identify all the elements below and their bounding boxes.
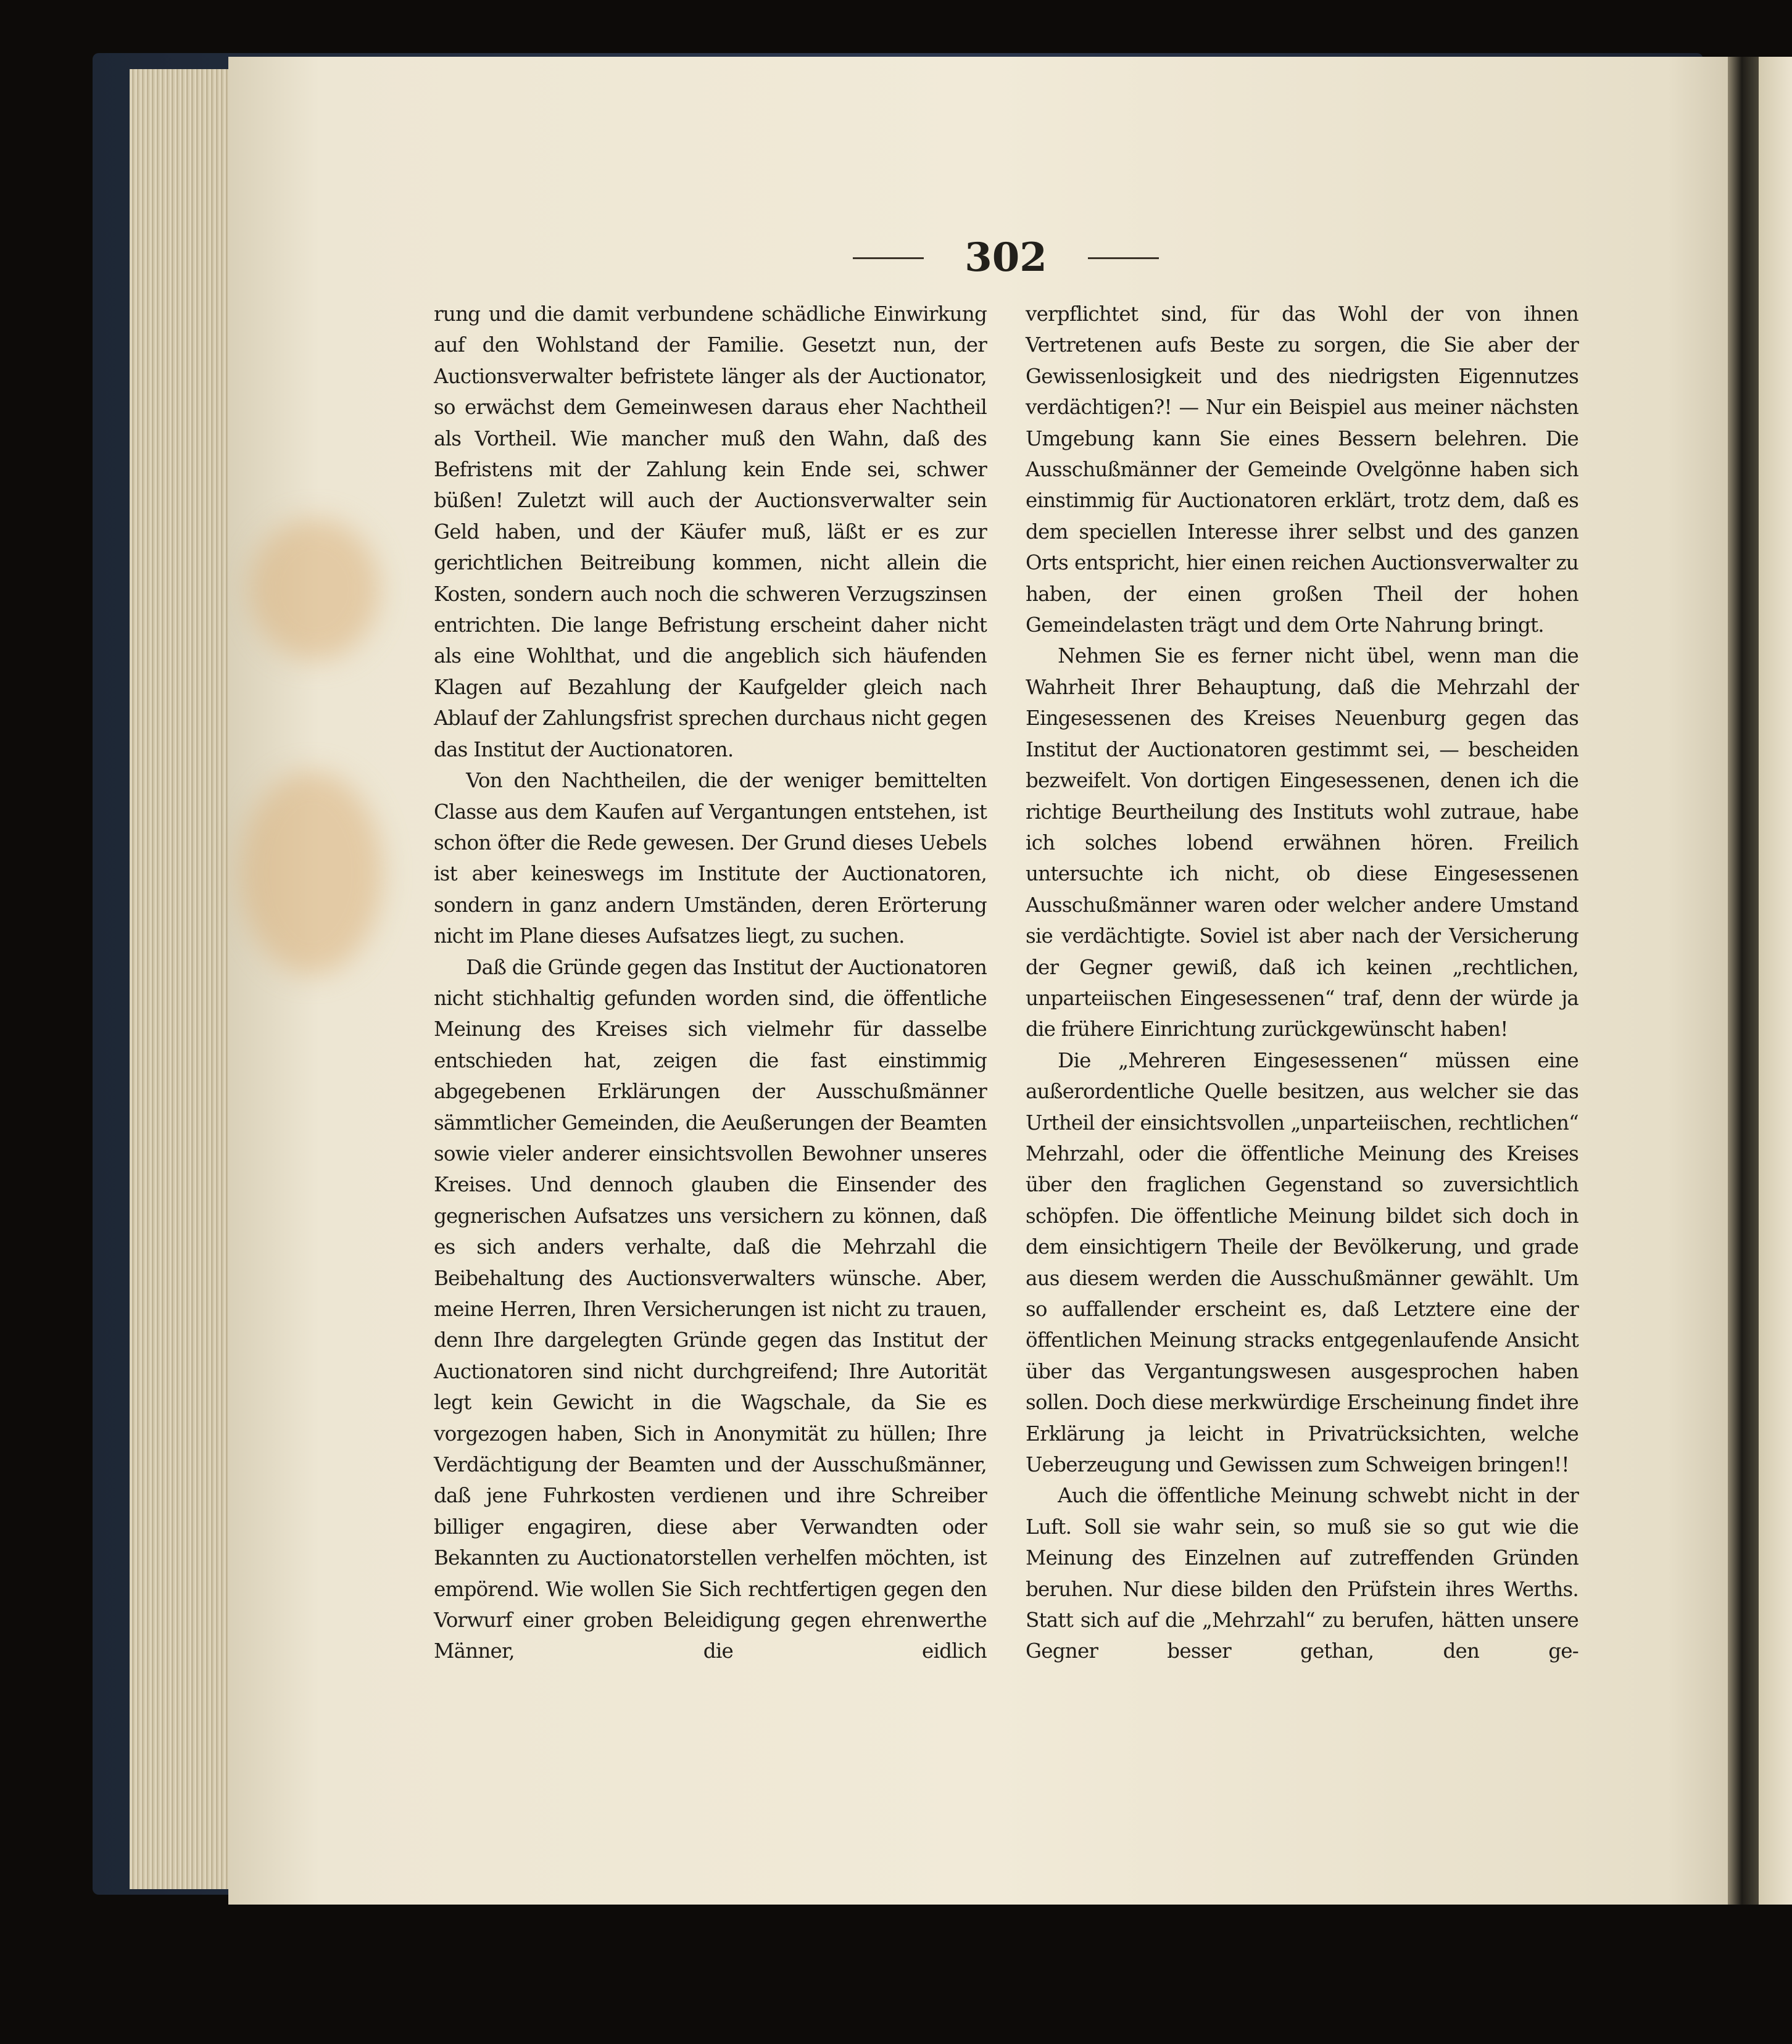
text-column-left bbox=[434, 299, 987, 1667]
paragraph: Auch die öffentliche Meinung schwebt nicht in der Luft. Soll sie wahr sein, so muß sie so gut wie die Meinung des Einzelnen auf zutreffenden Gründen beruhen. Nur diese bilden den Prüfstein ihres Werths. Statt sich auf die „Mehrzahl“ zu berufen, hätten unsere Gegner besser gethan, den ge- bbox=[1026, 1484, 1578, 1663]
page-number: 302 bbox=[964, 234, 1047, 281]
next-page-edge bbox=[1759, 57, 1792, 1905]
foxing-stain bbox=[250, 518, 380, 660]
paragraph: Nehmen Sie es ferner nicht übel, wenn man die Wahrheit Ihrer Behauptung, daß die Mehrzahl der Eingesessenen des Kreises Neuenburg gegen das Institut der Auctionatoren gestimmt sei, — bescheiden bezweifelt. Von dortigen Eingesessenen, denen ich die richtige Beurtheilung des Instituts wohl zutraue, habe ich solches lobend erwähnen hören. Freilich untersuchte ich nicht, ob diese Eingesessenen Ausschußmänner waren oder welcher andere Umstand sie verdächtigte. Soviel ist aber nach der Versicherung der Gegner gewiß, daß ich keinen „rechtlichen, unparteiischen Eingesessenen“ traf, denn der würde ja die frühere Einrichtung zurückgewünscht haben! bbox=[1026, 644, 1578, 1041]
text-column-right bbox=[1026, 299, 1578, 1667]
paragraph: Von den Nachtheilen, die der weniger bemittelten Classe aus dem Kaufen auf Vergantungen entstehen, ist schon öfter die Rede gewesen. Der Grund dieses Uebels ist aber keineswegs im Institute der Auctionatoren, sondern in ganz andern Umständen, deren Erörterung nicht im Plane dieses Aufsatzes liegt, zu suchen. bbox=[434, 769, 987, 948]
paragraph: rung und die damit verbundene schädliche Einwirkung auf den Wohlstand der Familie. Gesetzt nun, der Auctionsverwalter befristete länger als der Auctionator, so erwächst dem Gemeinwesen daraus eher Nachtheil als Vortheil. Wie mancher muß den Wahn, daß des Befristens mit der Zahlung kein Ende sei, schwer büßen! Zuletzt will auch der Auctionsverwalter sein Geld haben, und der Käufer muß, läßt er es zur gerichtlichen Beitreibung kommen, nicht allein die Kosten, sondern auch noch die schweren Verzugszinsen entrichten. Die lange Befristung erscheint daher nicht als eine Wohlthat, und die angeblich sich häufenden Klagen auf Bezahlung der Kaufgelder gleich nach Ablauf der Zahlungsfrist sprechen durchaus nicht gegen das Institut der Auctionatoren. bbox=[434, 302, 987, 761]
foxing-stain bbox=[241, 771, 383, 975]
paragraph: verpflichtet sind, für das Wohl der von ihnen Vertretenen aufs Beste zu sorgen, die Sie aber der Gewissenlosigkeit und des niedrigsten Eigennutzes verdächtigen?! — Nur ein Beispiel aus meiner nächsten Umgebung kann Sie eines Bessern belehren. Die Ausschußmänner der Gemeinde Ovelgönne haben sich einstimmig für Auctionatoren erklärt, trotz dem, daß es dem speciellen Interesse ihrer selbst und des ganzen Orts entspricht, hier einen reichen Auctionsverwalter zu haben, der einen großen Theil der hohen Gemeindelasten trägt und dem Orte Nahrung bringt. bbox=[1026, 302, 1578, 637]
paragraph: Daß die Gründe gegen das Institut der Auctionatoren nicht stichhaltig gefunden worden sind, die öffentliche Meinung des Kreises sich vielmehr für dasselbe entschieden hat, zeigen die fast einstimmig abgegebenen Erklärungen der Ausschußmänner sämmtlicher Gemeinden, die Aeußerungen der Beamten sowie vieler anderer einsichtsvollen Bewohner unseres Kreises. Und dennoch glauben die Einsender des gegnerischen Aufsatzes uns versichern zu können, daß es sich anders verhalte, daß die Mehrzahl die Beibehaltung des Auctionsverwalters wünsche. Aber, meine Herren, Ihren Versicherungen ist nicht zu trauen, denn Ihre dargelegten Gründe gegen das Institut der Auctionatoren sind nicht durchgreifend; Ihre Autorität legt kein Gewicht in die Wagschale, da Sie es vorgezogen haben, Sich in Anonymität zu hüllen; Ihre Verdächtigung der Beamten und der Ausschußmänner, daß jene Fuhrkosten verdienen und ihre Schreiber billiger engagiren, diese aber Verwandten oder Bekannten zu Auctionatorstellen verhelfen möchten, ist empörend. Wie wollen Sie Sich rechtfertigen gegen den Vorwurf einer groben Beleidigung gegen ehrenwerthe Männer, die eidlich bbox=[434, 955, 987, 1663]
page-header bbox=[839, 227, 1172, 289]
header-rule-right bbox=[1088, 257, 1159, 259]
paragraph: Die „Mehreren Eingesessenen“ müssen eine außerordentliche Quelle besitzen, aus welcher sie das Urtheil der einsichtsvollen „unparteiischen, rechtlichen“ Mehrzahl, oder die öffentliche Meinung des Kreises über den fraglichen Gegenstand so zuversichtlich schöpfen. Die öffentliche Meinung bildet sich doch in dem einsichtigern Theile der Bevölkerung, und grade aus diesem werden die Ausschußmänner gewählt. Um so auffallender erscheint es, daß Letztere eine der öffentlichen Meinung stracks entgegenlaufende Ansicht über das Vergantungswesen ausgesprochen haben sollen. Doch diese merkwürdige Erscheinung findet ihre Erklärung ja leicht in Privatrücksichten, welche Ueberzeugung und Gewissen zum Schweigen bringen!! bbox=[1026, 1048, 1578, 1477]
page-edges bbox=[130, 69, 234, 1889]
book-gutter bbox=[1728, 57, 1759, 1905]
header-rule-left bbox=[853, 257, 924, 259]
